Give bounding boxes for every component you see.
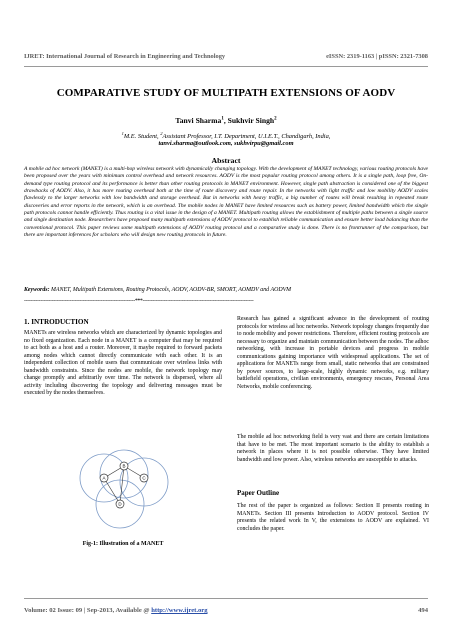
affil-sup-2: 2 bbox=[160, 131, 163, 136]
keywords bbox=[24, 287, 428, 294]
figure-caption: Fig-1: Illustration of a MANET bbox=[82, 541, 164, 547]
footer-url-link[interactable]: http://www.ijret.org bbox=[151, 607, 208, 614]
footer-volume bbox=[24, 607, 208, 614]
manet-figure bbox=[76, 448, 176, 532]
right-para-1: Research has gained a significant advance in the development of routing protocols for wireless ad hoc networks. Network topology changes frequently due to node mobility and power restrictions. Therefore, efficient routing protocols are necessary to organize and maintain communication between the nodes. The adhoc networking, with increase in portable devices and progress in mobile communications gaining importance with widespread applications. The set of applications for MANETs range from small, static networks that are constrained by power sources, to large-scale, highly dynamic networks, e.g. military battlefield operations, civilian environments, emergency rescues, Personal Area Networks, mobile conferencing. bbox=[237, 316, 429, 390]
footer-rule bbox=[24, 598, 428, 599]
footer-volume-text: Volume: 02 Issue: 09 | Sep-2013, Available @ bbox=[24, 607, 152, 614]
author-1: Tanvi Sharma bbox=[175, 116, 222, 125]
node-a-label: A bbox=[102, 475, 106, 481]
author-2: Sukhvir Singh bbox=[227, 116, 275, 125]
affil-sup-1: 1 bbox=[121, 131, 124, 136]
intro-text: MANETs are wireless networks which are characterized by dynamic topologies and no fixed organization. Each node in a MANET is a computer that may be required to act both as a host and a router. Moreover, it maybe required to forward packets among nodes which cannot directly communicate with each other. It is an independent collection of mobile users that communicate over wireless links with bandwidth constraints. Since the nodes are mobile, the network topology may change promptly and arbitrarily over time. The network is dispersed, where all activity including discovering the topology and delivering messages must be executed by the nodes themselves. bbox=[24, 330, 222, 397]
outline-heading: Paper Outline bbox=[237, 489, 280, 497]
intro-heading: 1. INTRODUCTION bbox=[24, 318, 89, 326]
author-2-sup: 2 bbox=[274, 116, 277, 122]
affiliation bbox=[0, 131, 452, 140]
author-separator: , bbox=[223, 116, 228, 125]
author-emails: tanvi.sharma@outlook.com, sukhvirpu@gmail.com bbox=[158, 140, 294, 147]
journal-name: IJRET: International Journal of Research in Engineering and Technology bbox=[24, 53, 226, 60]
header-rule bbox=[24, 66, 428, 67]
page-footer bbox=[24, 607, 428, 614]
abstract-heading: Abstract bbox=[211, 156, 241, 165]
keywords-label: Keywords: bbox=[24, 287, 50, 293]
journal-issn: eISSN: 2319-1163 | pISSN: 2321-7308 bbox=[326, 53, 428, 60]
journal-header bbox=[24, 53, 428, 60]
node-c-label: C bbox=[142, 475, 146, 481]
affil-part-1: M.E. Student, bbox=[123, 133, 161, 141]
section-separator: --------------------------------------------------------------------***-------------------------------------------------------------------- bbox=[24, 298, 254, 304]
paper-title: COMPARATIVE STUDY OF MULTIPATH EXTENSIONS OF AODV bbox=[56, 87, 396, 99]
page-number: 494 bbox=[418, 607, 428, 614]
author-line bbox=[0, 116, 452, 125]
right-para-2: The mobile ad hoc networking field is very vast and there are certain limitations that have to be met. The most important scenario is the ability to establish a network in places where it is not possible otherwise. They have limited bandwidth and low power. Also, wireless networks are susceptible to attacks. bbox=[237, 434, 429, 463]
author-1-sup: 1 bbox=[221, 116, 224, 122]
outline-text: The rest of the paper is organized as follows: Section II presents routing in MANETs. Section III presents Introduction to AODV protocol. Section IV presents the related work In V, the extensions to AODV are explained. VI concludes the paper. bbox=[237, 503, 429, 532]
keywords-text: MANET, Multipath Extensions, Routing Protocols, AODV, AODV-BR, SMORT, AOMDV and AODVM bbox=[49, 287, 292, 293]
node-b-label: B bbox=[122, 463, 126, 469]
node-d-label: D bbox=[118, 501, 122, 507]
affil-part-2: Assistant Professor, I.T. Department, U.I.E.T., Chandigarh, India, bbox=[162, 133, 331, 141]
abstract-text: A mobile ad hoc network (MANET) is a multi-hop wireless network with dynamically changing topology. With the development of MANET technology, various routing protocols have been proposed over the years with minimum control overhead and network resources. AODV is the most popular routing protocol among others. It is a single path, loop free, On-demand type routing protocol and its performance is better than other routing protocols in MANET environment. However, single path abstraction is considered one of the biggest drawbacks of AODV. Also, it has more routing overhead both at the time of route discovery and route repair. In the networks with light traffic and low mobility AODV scales flawlessly to the larger networks with low bandwidth and storage overhead. But in networks with heavy traffic, a big number of routes will break resulting in repeated route discoveries and error reports in the network, which is an overhead. The mobile nodes in MANET have limited resources such as battery power, limited bandwidth which the single path protocols cannot handle efficiently. Thus routing is a vital issue in the design of a MANET. Multipath routing allows the establishment of multiple paths between a single source and single destination node. Researchers have proposed many multipath extensions of AODV protocol to establish reliable communication and ensure better load balancing than the conventional protocol. This paper reviews some multipath extensions of AODV routing protocol and a comparative study is done. There is no frontrunner of the comparison, but there are important inferences for scholars who will design new routing protocols in future. bbox=[24, 166, 428, 239]
